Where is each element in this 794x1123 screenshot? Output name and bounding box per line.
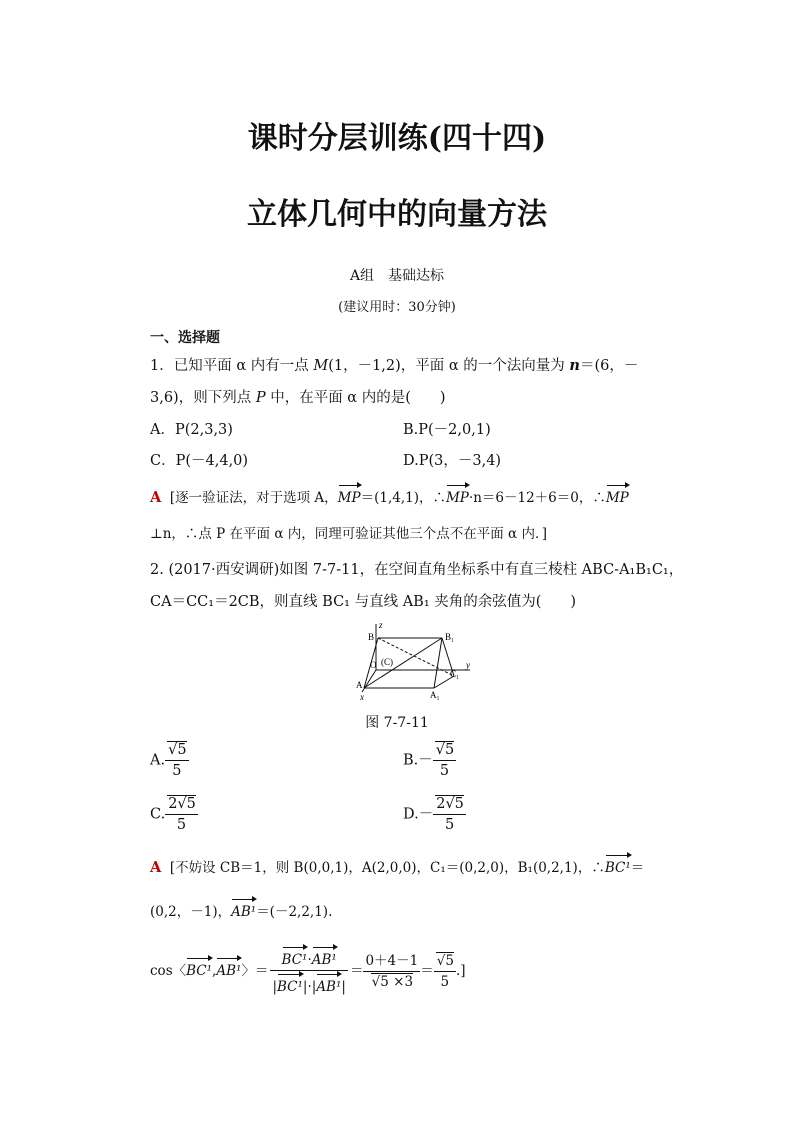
time-hint: (建议用时：30分钟) xyxy=(338,300,456,315)
label-A1: A₁ xyxy=(430,690,440,700)
q2-answer: A xyxy=(150,859,162,876)
q1-option-a: A．P(2,3,3) xyxy=(150,422,233,438)
label-B1: B₁ xyxy=(445,632,455,642)
page-subtitle: 立体几何中的向量方法 xyxy=(247,197,547,232)
page-title: 课时分层训练(四十四) xyxy=(247,121,547,156)
label-B: B xyxy=(368,632,375,642)
prism-figure xyxy=(350,620,480,706)
q2-cos-formula: cos〈BC¹,AB¹〉＝ $\frac{\text{BC¹·AB¹}}{\text{|BC¹|·|AB¹|}}$ ＝ $\frac{0+4-1}{√5 \times 3}$ ＝ $\frac{√5}{5}$ .] xyxy=(150,946,466,997)
q2-option-c: C. $\frac{2√5}{5}$ xyxy=(150,796,196,833)
q1-line2: 3,6)，则下列点 P 中，在平面 α 内的是( ) xyxy=(150,390,446,406)
q1-option-b: B.P(－2,0,1) xyxy=(403,422,491,438)
q2-line2: CA＝CC₁＝2CB，则直线 BC₁ 与直线 AB₁ 夹角的余弦值为( ) xyxy=(150,594,577,610)
q1-answer: A xyxy=(150,489,162,506)
label-z: z xyxy=(379,620,383,630)
q1-option-d: D.P(3，－3,4) xyxy=(403,453,502,469)
section-heading: 一、选择题 xyxy=(150,330,220,346)
q2-option-d: D.－ $\frac{2√5}{5}$ xyxy=(403,796,464,833)
q2-line1: 2. (2017·西安调研)如图 7-7-11，在空间直角坐标系中有直三棱柱 ABC-A₁B₁C₁， xyxy=(150,562,684,578)
q1-option-c: C．P(－4,4,0) xyxy=(150,453,249,469)
label-O: O xyxy=(370,660,377,670)
label-C1: C₁ xyxy=(450,669,460,679)
label-y: y xyxy=(466,660,470,670)
group-heading: A组 基础达标 xyxy=(349,268,445,284)
label-x: x xyxy=(360,692,364,702)
q1-line1: 1．已知平面 α 内有一点 M(1，－1,2)，平面 α 的一个法向量为 n＝(6，－ xyxy=(150,357,639,374)
label-C: (C) xyxy=(381,657,393,667)
q2-option-b: B.－ $\frac{√5}{5}$ xyxy=(403,742,455,779)
q2-option-a: A. $\frac{√5}{5}$ xyxy=(150,742,187,779)
label-A: A xyxy=(356,680,363,690)
q2-solution-line1: A [不妨设 CB＝1，则 B(0,0,1)，A(2,0,0)，C₁＝(0,2,0)，B₁(0,2,1)，∴BC¹＝ xyxy=(150,859,645,876)
q1-solution-line1: A [逐一验证法，对于选项 A，MP＝(1,4,1)，∴MP·n＝6－12＋6＝0，∴MP xyxy=(150,489,629,506)
q2-solution-line2: (0,2，－1)，AB¹＝(－2,2,1). xyxy=(150,904,333,920)
q1-solution-line2: ⊥n，∴点 P 在平面 α 内，同理可验证其他三个点不在平面 α 内．] xyxy=(150,526,547,542)
figure-caption: 图 7-7-11 xyxy=(365,715,429,731)
